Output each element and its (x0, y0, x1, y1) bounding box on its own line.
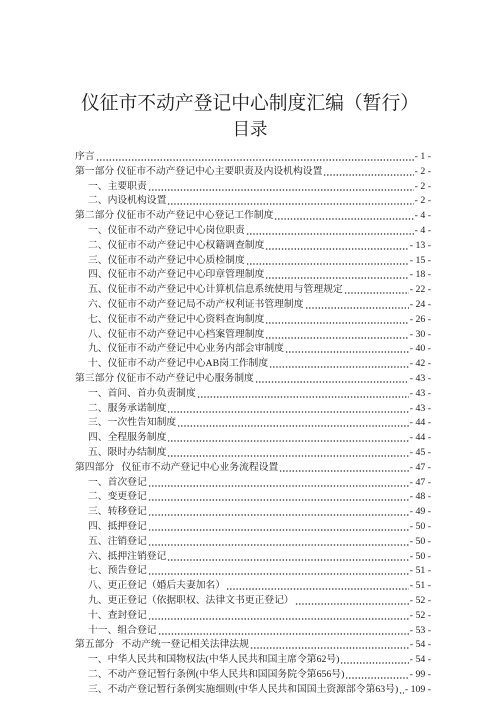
toc-label: 七、仪征市不动产登记中心资料查询制度 (88, 313, 265, 325)
toc-part-3-item-2 (75, 402, 431, 417)
toc-part-3-item-3 (75, 416, 431, 431)
toc-dot-leader (344, 283, 409, 294)
toc-part-4-item-4 (75, 520, 431, 535)
toc-page-number: - 43 - (409, 402, 431, 414)
toc-label: 九、仪征市不动产登记中心业务内部会审制度 (88, 343, 284, 355)
toc-page-number: - 2 - (414, 180, 431, 192)
toc-page-number: - 49 - (409, 506, 431, 518)
table-of-contents (75, 150, 431, 697)
toc-dot-leader (305, 298, 409, 309)
toc-label: 二、内设机构设置 (88, 195, 167, 207)
toc-page-number: - 51 - (409, 580, 431, 592)
toc-dot-leader (269, 357, 409, 368)
toc-label: 三、不动产登记暂行条例实施细则(中华人民共和国国土资源部令第63号) (88, 683, 399, 695)
toc-page-number: - 45 - (409, 446, 431, 458)
toc-part-3 (75, 372, 431, 387)
toc-part-4-item-8 (75, 579, 431, 594)
toc-page-number: - 52 - (409, 594, 431, 606)
toc-part-4-item-3 (75, 505, 431, 520)
toc-label: 二、服务承诺制度 (88, 402, 167, 414)
toc-dot-leader (167, 431, 408, 442)
toc-dot-leader (148, 564, 409, 575)
toc-part-4-item-11 (75, 624, 431, 639)
toc-part-4-item-10 (75, 609, 431, 624)
toc-dot-leader (345, 668, 408, 679)
toc-page-number: - 22 - (409, 284, 431, 296)
toc-part-2-item-7 (75, 313, 431, 328)
toc-label: 五、限时办结制度 (88, 446, 167, 458)
toc-label: 五、注销登记 (88, 535, 147, 547)
toc-label: 一、仪征市不动产登记中心岗位职责 (88, 224, 245, 236)
toc-entry-preface (75, 150, 431, 165)
toc-dot-leader (158, 624, 409, 635)
toc-dot-leader (279, 461, 408, 472)
toc-dot-leader (167, 446, 408, 457)
toc-dot-leader (226, 579, 409, 590)
toc-part-2-item-8 (75, 328, 431, 343)
toc-label: 第二部分 仪征市不动产登记中心登记工作制度 (75, 210, 274, 222)
toc-part-5-item-3 (75, 683, 431, 698)
toc-dot-leader (148, 520, 409, 531)
toc-label: 九、更正登记（依据职权、法律文书更正登记） (88, 594, 294, 606)
toc-page-number: - 30 - (409, 328, 431, 340)
toc-page-number: - 54 - (409, 639, 431, 651)
toc-page-number: - 2 - (414, 165, 431, 177)
toc-part-4 (75, 461, 431, 476)
toc-label: 第四部分 仪征市不动产登记中心业务流程设置 (75, 461, 279, 473)
toc-part-3-item-1 (75, 387, 431, 402)
toc-part-2-item-6 (75, 298, 431, 313)
toc-part-2-item-9 (75, 342, 431, 357)
toc-part-4-item-1 (75, 476, 431, 491)
toc-page-number: - 15 - (409, 254, 431, 266)
toc-label: 六、仪征市不动产登记局不动产权利证书管理制度 (88, 298, 304, 310)
toc-label: 第三部分 仪征市不动产登记中心服务制度 (75, 372, 254, 384)
toc-page-number: - 43 - (409, 372, 431, 384)
toc-page-number: - 4 - (414, 224, 431, 236)
toc-page-number: - 48 - (409, 491, 431, 503)
toc-dot-leader (167, 550, 408, 561)
toc-dot-leader (399, 683, 404, 694)
toc-label: 序言 (75, 151, 95, 162)
toc-page-number: - 13 - (409, 239, 431, 251)
toc-dot-leader (246, 254, 409, 265)
toc-page-number: - 50 - (409, 535, 431, 547)
toc-label: 六、抵押注销登记 (88, 550, 167, 562)
toc-page-number: - 4 - (414, 210, 431, 222)
toc-label: 二、不动产登记暂行条例(中华人民共和国国务院令第656号) (88, 668, 345, 680)
toc-part-3-item-5 (75, 446, 431, 461)
toc-label: 第五部分 不动产统一登记相关法律法规 (75, 639, 249, 651)
toc-page-number: - 53 - (409, 624, 431, 636)
toc-part-4-item-2 (75, 490, 431, 505)
toc-part-4-item-6 (75, 550, 431, 565)
toc-dot-leader (148, 505, 409, 516)
toc-part-1-item-2 (75, 194, 431, 209)
toc-dot-leader (148, 476, 409, 487)
toc-label: 十、查封登记 (88, 609, 147, 621)
toc-label: 四、全程服务制度 (88, 432, 167, 444)
toc-dot-leader (295, 594, 409, 605)
toc-page-number: - 51 - (409, 565, 431, 577)
toc-part-4-item-7 (75, 564, 431, 579)
toc-part-4-item-9 (75, 594, 431, 609)
toc-page-number: - 50 - (409, 550, 431, 562)
toc-label: 三、仪征市不动产登记中心质检制度 (88, 254, 245, 266)
toc-dot-leader (323, 165, 413, 176)
toc-label: 一、首问、首办负责制度 (88, 387, 196, 399)
toc-part-3-item-4 (75, 431, 431, 446)
document-title: 仪征市不动产登记中心制度汇编（暂行） (80, 93, 420, 114)
toc-part-2 (75, 209, 431, 224)
toc-dot-leader (274, 209, 413, 220)
toc-part-2-item-4 (75, 268, 431, 283)
toc-part-1 (75, 165, 431, 180)
toc-dot-leader (148, 490, 409, 501)
toc-dot-leader (96, 150, 414, 161)
toc-page-number: - 26 - (409, 313, 431, 325)
toc-page-number: - 18 - (409, 269, 431, 281)
toc-page-number: - 44 - (409, 432, 431, 444)
toc-page-number: - 2 - (414, 195, 431, 207)
toc-label: 二、变更登记 (88, 491, 147, 503)
toc-label: 八、仪征市不动产登记中心档案管理制度 (88, 328, 265, 340)
toc-page-number: - 42 - (409, 358, 431, 370)
toc-dot-leader (148, 609, 409, 620)
toc-page-number: - 43 - (409, 387, 431, 399)
toc-dot-leader (177, 416, 409, 427)
toc-dot-leader (148, 180, 414, 191)
toc-page-number: - 54 - (409, 654, 431, 666)
toc-dot-leader (340, 653, 408, 664)
toc-page-number: - 50 - (409, 520, 431, 532)
toc-dot-leader (167, 194, 413, 205)
toc-dot-leader (197, 387, 409, 398)
toc-dot-leader (250, 638, 409, 649)
toc-page-number: - 24 - (409, 298, 431, 310)
toc-page-number: - 1 - (414, 151, 431, 162)
toc-dot-leader (167, 402, 408, 413)
toc-page-number: - 44 - (409, 417, 431, 429)
toc-part-2-item-3 (75, 254, 431, 269)
toc-dot-leader (265, 239, 408, 250)
toc-label: 第一部分 仪征市不动产登记中心主要职责及内设机构设置 (75, 165, 323, 177)
toc-part-2-item-1 (75, 224, 431, 239)
toc-dot-leader (255, 372, 409, 383)
toc-part-4-item-5 (75, 535, 431, 550)
toc-label: 一、中华人民共和国物权法(中华人民共和国主席令第62号) (88, 654, 340, 666)
toc-page-number: - 47 - (409, 476, 431, 488)
toc-part-2-item-10 (75, 357, 431, 372)
toc-label: 五、仪征市不动产登记中心计算机信息系统使用与管理规定 (88, 284, 343, 296)
toc-label: 二、仪征市不动产登记中心权籍调查制度 (88, 239, 265, 251)
toc-label: 三、转移登记 (88, 506, 147, 518)
toc-label: 四、抵押登记 (88, 520, 147, 532)
toc-page-number: - 99 - (409, 668, 431, 680)
toc-label: 七、预告登记 (88, 565, 147, 577)
toc-dot-leader (265, 313, 408, 324)
toc-dot-leader (265, 268, 408, 279)
toc-part-5 (75, 638, 431, 653)
toc-page-number: - 40 - (409, 343, 431, 355)
toc-label: 一、首次登记 (88, 476, 147, 488)
toc-dot-leader (285, 342, 409, 353)
toc-dot-leader (265, 328, 408, 339)
toc-page-number: - 47 - (409, 461, 431, 473)
toc-dot-leader (246, 224, 414, 235)
toc-part-2-item-5 (75, 283, 431, 298)
toc-part-5-item-2 (75, 668, 431, 683)
toc-label: 三、一次性告知制度 (88, 417, 177, 429)
toc-part-5-item-1 (75, 653, 431, 668)
toc-label: 八、更正登记（婚后夫妻加名） (88, 580, 226, 592)
toc-label: 一、主要职责 (88, 180, 147, 192)
toc-page-number: - 109 - (404, 683, 431, 695)
toc-heading: 目录 (232, 120, 268, 140)
toc-page-number: - 52 - (409, 609, 431, 621)
toc-part-2-item-2 (75, 239, 431, 254)
toc-part-1-item-1 (75, 180, 431, 195)
toc-label: 十一、组合登记 (88, 624, 157, 636)
toc-label: 十、仪征市不动产登记中心AB岗工作制度 (88, 358, 269, 370)
toc-dot-leader (148, 535, 409, 546)
toc-label: 四、仪征市不动产登记中心印章管理制度 (88, 269, 265, 281)
